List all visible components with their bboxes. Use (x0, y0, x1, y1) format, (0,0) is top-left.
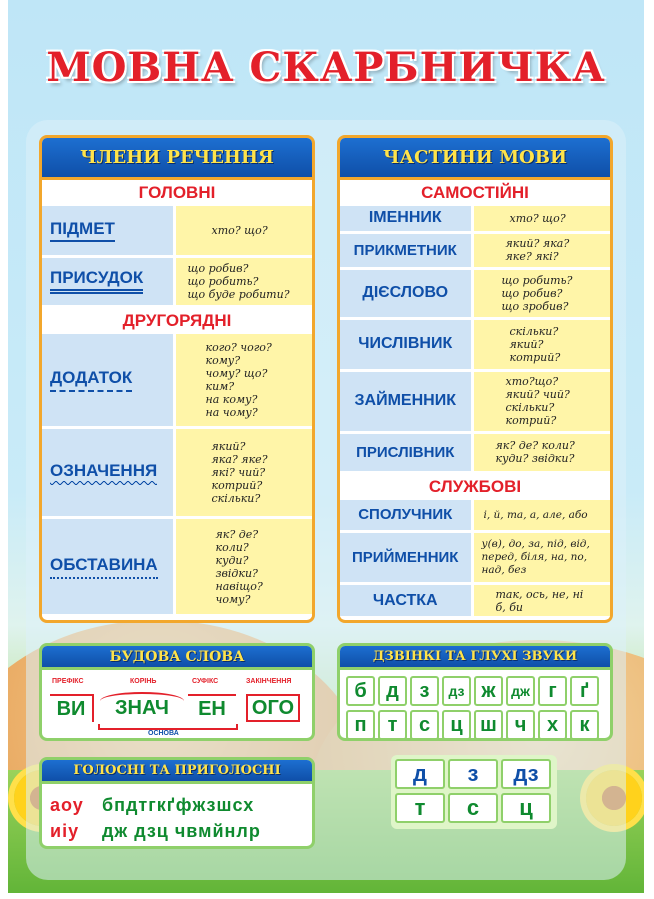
table-row (42, 428, 312, 518)
voiceless-sound: х (538, 710, 567, 740)
letters-block (42, 784, 312, 844)
part-questions: який? яка? яке? які? (472, 232, 610, 268)
root-label: КОРІНЬ (130, 678, 157, 685)
voiced-sound: дз (442, 676, 471, 706)
part-term: СПОЛУЧНИК (340, 500, 472, 532)
table-row (340, 432, 610, 472)
special-sounds-bottom (395, 793, 553, 823)
part-term: ПРИЙМЕННИК (340, 532, 472, 584)
member-questions: кого? чого? кому? чому? що? ким? на кому? на чому? (174, 334, 312, 428)
part-questions: так, ось, не, ні б, би (472, 584, 610, 618)
table-row (340, 370, 610, 432)
sentence-members-card (39, 135, 315, 623)
independent-table (340, 206, 610, 474)
part-questions: скільки? який? котрий? (472, 318, 610, 370)
voiced-sound: д (378, 676, 407, 706)
table-row (42, 334, 312, 428)
vowels-consonants-header: ГОЛОСНІ ТА ПРИГОЛОСНІ (42, 760, 312, 784)
poster (8, 0, 644, 893)
part-questions: що робить? що робив? що зробив? (472, 268, 610, 318)
voiced-sound: г (538, 676, 567, 706)
member-term: ОБСТАВИНА (50, 555, 158, 579)
member-questions: хто? що? (174, 206, 312, 256)
word-structure-diagram (42, 670, 312, 740)
base-label: ОСНОВА (148, 730, 179, 737)
part-questions: як? де? коли? куди? звідки? (472, 432, 610, 472)
voiceless-sound: с (410, 710, 439, 740)
vowels-line-1: аоу (50, 795, 84, 815)
sentence-members-header: ЧЛЕНИ РЕЧЕННЯ (42, 138, 312, 180)
table-row (340, 206, 610, 232)
voiceless-sound: ш (474, 710, 503, 740)
prefix-label: ПРЕФІКС (52, 678, 84, 685)
table-row (42, 518, 312, 616)
part-term: ЧАСТКА (340, 584, 472, 618)
voiceless-sound: ч (506, 710, 535, 740)
voiced-row (346, 676, 604, 706)
suffix-label: СУФІКС (192, 678, 219, 685)
part-questions: у(в), до, за, під, від, перед, біля, на, по, над, без (472, 532, 610, 584)
part-term: ІМЕННИК (340, 206, 472, 232)
table-row (340, 500, 610, 532)
parts-of-speech-card (337, 135, 613, 623)
poster-title: МОВНА СКАРБНИЧКА (46, 44, 606, 91)
voiceless-sound: ц (442, 710, 471, 740)
special-sound: т (395, 793, 445, 823)
suffix-part: ЕН (188, 694, 236, 722)
member-term: ДОДАТОК (50, 368, 132, 392)
service-label: СЛУЖБОВІ (340, 474, 610, 500)
voiceless-sound: п (346, 710, 375, 740)
special-sound: дз (501, 759, 551, 789)
table-row (42, 206, 312, 256)
part-questions: і, й, та, а, але, або (472, 500, 610, 532)
voiceless-sound: т (378, 710, 407, 740)
letters-line (50, 792, 304, 818)
vowels-line-2: иіу (50, 821, 80, 841)
voiced-sound: з (410, 676, 439, 706)
special-sounds-block (391, 755, 557, 829)
voiced-voiceless-card (337, 643, 613, 741)
voiceless-sound: к (570, 710, 599, 740)
table-row (340, 318, 610, 370)
table-row (42, 256, 312, 306)
independent-label: САМОСТІЙНІ (340, 180, 610, 206)
table-row (340, 268, 610, 318)
table-row (340, 532, 610, 584)
consonants-line-2: дж дзц чвмйнлр (102, 821, 261, 841)
member-term: ПІДМЕТ (50, 219, 115, 242)
part-term: ЧИСЛІВНИК (340, 318, 472, 370)
voiced-voiceless-header: ДЗВІНКІ ТА ГЛУХІ ЗВУКИ (340, 646, 610, 670)
prefix-part: ВИ (50, 694, 94, 722)
part-questions: хто? що? (472, 206, 610, 232)
part-term: ДІЄСЛОВО (340, 268, 472, 318)
member-questions: який? яка? яке? які? чий? котрий? скільки? (174, 428, 312, 518)
special-sound: з (448, 759, 498, 789)
table-row (340, 232, 610, 268)
secondary-members-table (42, 334, 312, 618)
consonants-line-1: бпдтгкґфжзшсх (102, 795, 255, 815)
special-sounds-top (395, 759, 553, 789)
word-structure-header: БУДОВА СЛОВА (42, 646, 312, 670)
vowels-consonants-card (39, 757, 315, 849)
secondary-members-label: ДРУГОРЯДНІ (42, 308, 312, 334)
table-row (340, 584, 610, 618)
member-questions: як? де? коли? куди? звідки? навіщо? чому? (174, 518, 312, 616)
root-part: ЗНАЧ (100, 692, 184, 722)
special-sound: д (395, 759, 445, 789)
main-members-table (42, 206, 312, 308)
special-sound: ц (501, 793, 551, 823)
special-sound: с (448, 793, 498, 823)
main-members-label: ГОЛОВНІ (42, 180, 312, 206)
voiced-sound: дж (506, 676, 535, 706)
voiced-sound: ґ (570, 676, 599, 706)
voiced-sound: ж (474, 676, 503, 706)
letters-line (50, 818, 304, 844)
ending-label: ЗАКІНЧЕННЯ (246, 678, 292, 685)
member-term: ОЗНАЧЕННЯ (50, 461, 157, 485)
voiced-sound: б (346, 676, 375, 706)
sound-grid (340, 670, 610, 740)
parts-of-speech-header: ЧАСТИНИ МОВИ (340, 138, 610, 180)
part-term: ПРИКМЕТНИК (340, 232, 472, 268)
member-questions: що робив? що робить? що буде робити? (174, 256, 312, 306)
ending-part: ОГО (246, 694, 300, 722)
part-term: ПРИСЛІВНИК (340, 432, 472, 472)
voiceless-row (346, 710, 604, 740)
member-term: ПРИСУДОК (50, 268, 143, 294)
part-term: ЗАЙМЕННИК (340, 370, 472, 432)
service-table (340, 500, 610, 620)
part-questions: хто?що? який? чий? скільки? котрий? (472, 370, 610, 432)
word-structure-card (39, 643, 315, 741)
